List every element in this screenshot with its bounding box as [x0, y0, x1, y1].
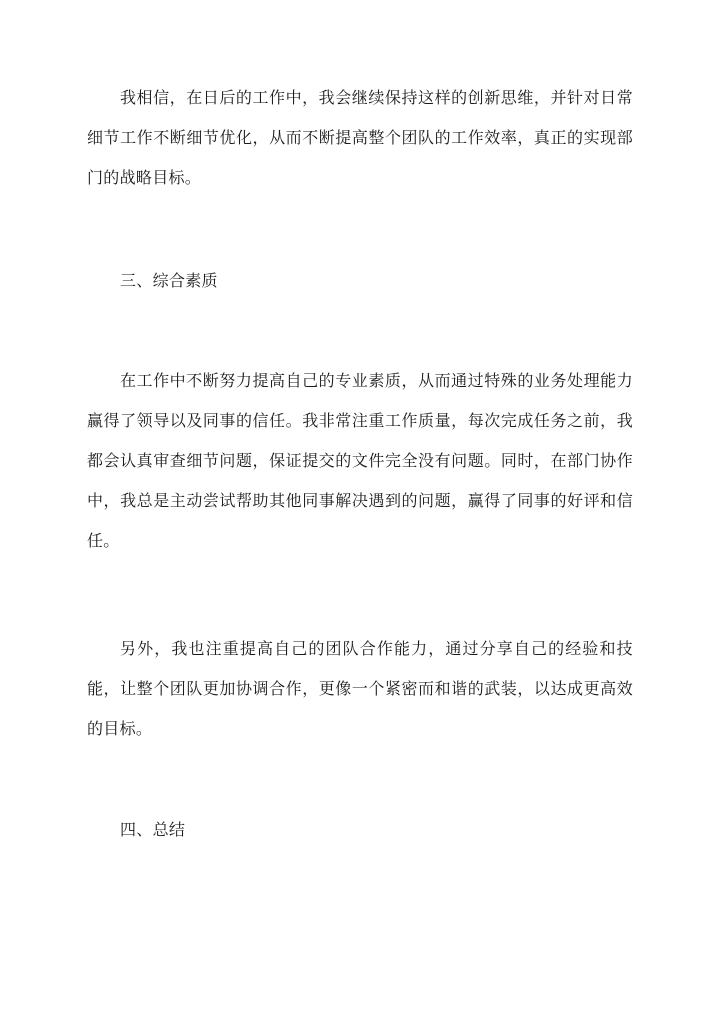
body-paragraph-professional-quality: 在工作中不断努力提高自己的专业素质，从而通过特殊的业务处理能力赢得了领导以及同事的信任。我非常注重工作质量，每次完成任务之前，我都会认真审查细节问题，保证提交的文件完全没有问题。同时，在部门协作中，我总是主动尝试帮助其他同事解决遇到的问题，赢得了同事的好评和信任。: [87, 371, 633, 550]
section-heading-comprehensive-quality: 三、综合素质: [120, 271, 218, 290]
section-heading-summary: 四、总结: [120, 820, 186, 839]
body-paragraph-teamwork: 另外，我也注重提高自己的团队合作能力，通过分享自己的经验和技能，让整个团队更加协调合作，更像一个紧密而和谐的武装，以达成更高效的目标。: [87, 639, 633, 738]
body-paragraph-innovation: 我相信，在日后的工作中，我会继续保持这样的创新思维，并针对日常细节工作不断细节优化，从而不断提高整个团队的工作效率，真正的实现部门的战略目标。: [87, 88, 633, 187]
